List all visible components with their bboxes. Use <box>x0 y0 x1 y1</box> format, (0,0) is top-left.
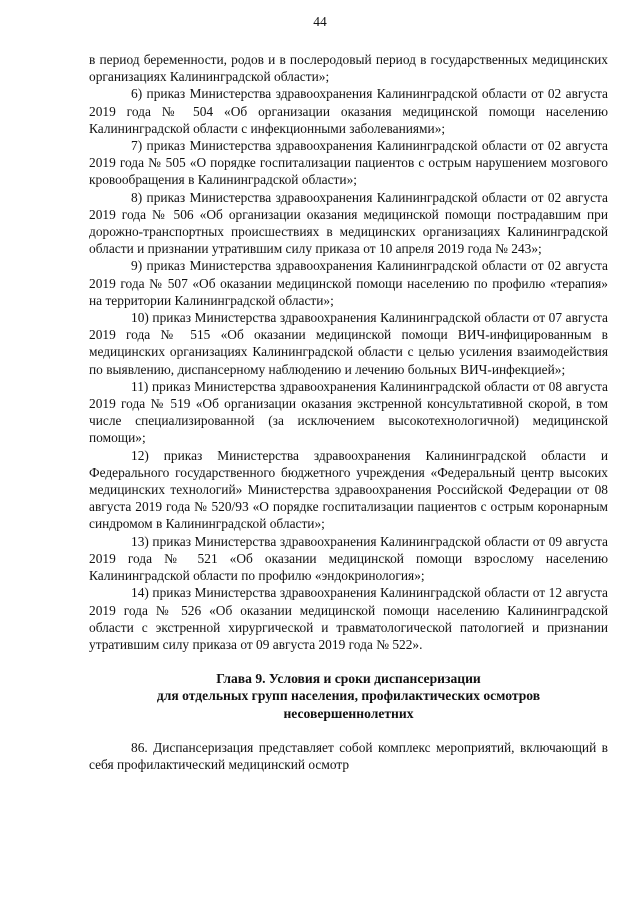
list-item-6: 6) приказ Министерства здравоохранения Калининградской области от 02 августа 2019 года № 504 «Об организации оказания медицинской помощи населению Калининградской области с инфекционными заболеваниями»; <box>89 86 608 136</box>
list-item-11: 11) приказ Министерства здравоохранения Калининградской области от 08 августа 2019 года № 519 «Об организации оказания экстренной консультативной скорой, в том числе специализированной (за исключением высокотехнологичной) медицинской помощи»; <box>89 378 608 446</box>
page-number: 44 <box>313 14 327 29</box>
list-item-8: 8) приказ Министерства здравоохранения Калининградской области от 02 августа 2019 года № 506 «Об организации оказания медицинской помощи пострадавшим при дорожно-транспортных происшествиях в медицинских организациях Калининградской области и признании утратившим силу приказа от 10 апреля 2019 года № 243»; <box>89 189 608 257</box>
list-item-12: 12) приказ Министерства здравоохранения Калининградской области и Федерального государственного бюджетного учреждения «Федеральный центр высоких медицинских технологий» Министерства здравоохранения Российской Федерации от 08 августа 2019 года № 520/93 «О порядке госпитализации пациентов с острым коронарным синдромом в Калининградской области»; <box>89 447 608 532</box>
list-item-13: 13) приказ Министерства здравоохранения Калининградской области от 09 августа 2019 года № 521 «Об оказании медицинской помощи взрослому населению Калининградской области по профилю «эндокринология»; <box>89 533 608 584</box>
chapter-heading <box>89 670 608 722</box>
chapter-heading-line-1: Глава 9. Условия и сроки диспансеризации <box>216 671 481 687</box>
list-item-10: 10) приказ Министерства здравоохранения Калининградской области от 07 августа 2019 года № 515 «Об оказании медицинской помощи ВИЧ-инфицированным в медицинских организациях Калининградской области с целью усиления взаимодействия по выявлению, диспансерному наблюдению и лечению больных ВИЧ-инфекцией»; <box>89 310 608 377</box>
document-body <box>89 51 608 773</box>
chapter-heading-line-3: несовершеннолетних <box>283 705 414 721</box>
paragraph-continuation: в период беременности, родов и в послеродовый период в государственных медицинских организациях Калининградской области»; <box>89 52 608 85</box>
list-item-14: 14) приказ Министерства здравоохранения Калининградской области от 12 августа 2019 года № 526 «Об оказании медицинской помощи населению Калининградской области с экстренной хирургической и травматологической патологией и признании утратившим силу приказа от 09 августа 2019 года № 522». <box>89 585 608 652</box>
list-item-7: 7) приказ Министерства здравоохранения Калининградской области от 02 августа 2019 года № 505 «О порядке госпитализации пациентов с острым нарушением мозгового кровообращения в Калининградской области»; <box>89 138 608 188</box>
list-item-9: 9) приказ Министерства здравоохранения Калининградской области от 02 августа 2019 года № 507 «Об оказании медицинской помощи населению по профилю «терапия» на территории Калининградской области»; <box>89 258 608 308</box>
chapter-heading-line-2: для отдельных групп населения, профилактических осмотров <box>156 688 541 704</box>
section-86-paragraph: 86. Диспансеризация представляет собой комплекс мероприятий, включающий в себя профилактический медицинский осмотр <box>89 739 608 772</box>
